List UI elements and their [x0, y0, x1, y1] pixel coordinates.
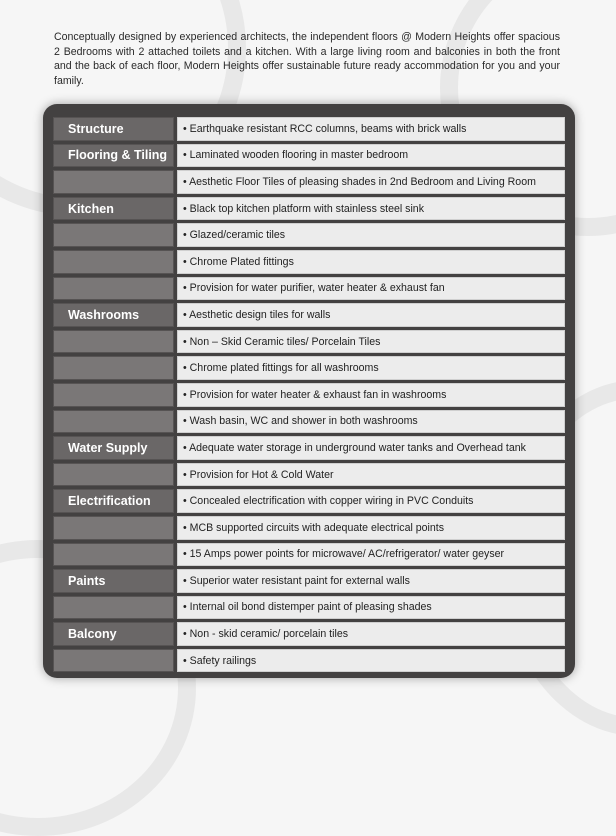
spec-row — [53, 117, 565, 144]
spec-feature: • Internal oil bond distemper paint of pleasing shades — [177, 596, 565, 620]
spec-row — [53, 543, 565, 570]
spec-feature: • Black top kitchen platform with stainless steel sink — [177, 197, 565, 221]
spec-feature: • Glazed/ceramic tiles — [177, 223, 565, 247]
spec-category — [53, 596, 174, 620]
spec-row — [53, 410, 565, 437]
spec-category — [53, 356, 174, 380]
spec-category: Water Supply — [53, 436, 174, 460]
spec-row — [53, 463, 565, 490]
spec-feature: • Non - skid ceramic/ porcelain tiles — [177, 622, 565, 646]
spec-row — [53, 170, 565, 197]
spec-row — [53, 489, 565, 516]
spec-feature: • Provision for Hot & Cold Water — [177, 463, 565, 487]
spec-feature: • 15 Amps power points for microwave/ AC/refrigerator/ water geyser — [177, 543, 565, 567]
spec-category — [53, 277, 174, 301]
spec-category — [53, 250, 174, 274]
spec-category: Electrification — [53, 489, 174, 513]
spec-feature: • Safety railings — [177, 649, 565, 673]
spec-feature: • Provision for water heater & exhaust fan in washrooms — [177, 383, 565, 407]
spec-category — [53, 463, 174, 487]
specifications-table — [53, 117, 565, 675]
spec-category — [53, 223, 174, 247]
spec-row — [53, 250, 565, 277]
spec-row — [53, 649, 565, 676]
spec-category — [53, 649, 174, 673]
spec-row — [53, 356, 565, 383]
spec-row — [53, 596, 565, 623]
spec-category — [53, 330, 174, 354]
spec-feature: • Adequate water storage in underground water tanks and Overhead tank — [177, 436, 565, 460]
spec-feature: • MCB supported circuits with adequate electrical points — [177, 516, 565, 540]
spec-category — [53, 170, 174, 194]
spec-feature: • Aesthetic Floor Tiles of pleasing shades in 2nd Bedroom and Living Room — [177, 170, 565, 194]
spec-category: Kitchen — [53, 197, 174, 221]
spec-category — [53, 383, 174, 407]
spec-feature: • Superior water resistant paint for external walls — [177, 569, 565, 593]
spec-feature: • Non – Skid Ceramic tiles/ Porcelain Tiles — [177, 330, 565, 354]
spec-row — [53, 516, 565, 543]
intro-paragraph: Conceptually designed by experienced architects, the independent floors @ Modern Heights offer spacious 2 Bedrooms with 2 attached toilets and a kitchen. With a large living room and balconies in both the front and the back of each floor, Modern Heights offer sustainable future ready accommodation for you and your family. — [54, 31, 560, 87]
spec-category: Paints — [53, 569, 174, 593]
spec-category: Structure — [53, 117, 174, 141]
spec-category — [53, 543, 174, 567]
spec-row — [53, 569, 565, 596]
spec-category: Flooring & Tiling — [53, 144, 174, 168]
spec-feature: • Concealed electrification with copper wiring in PVC Conduits — [177, 489, 565, 513]
spec-category: Washrooms — [53, 303, 174, 327]
spec-feature: • Laminated wooden flooring in master bedroom — [177, 144, 565, 168]
spec-row — [53, 277, 565, 304]
spec-category: Balcony — [53, 622, 174, 646]
spec-feature: • Earthquake resistant RCC columns, beams with brick walls — [177, 117, 565, 141]
spec-row — [53, 383, 565, 410]
spec-category — [53, 516, 174, 540]
spec-row — [53, 303, 565, 330]
spec-feature: • Wash basin, WC and shower in both washrooms — [177, 410, 565, 434]
spec-row — [53, 197, 565, 224]
spec-row — [53, 330, 565, 357]
spec-row — [53, 622, 565, 649]
spec-row — [53, 223, 565, 250]
spec-feature: • Chrome Plated fittings — [177, 250, 565, 274]
spec-row — [53, 144, 565, 171]
spec-category — [53, 410, 174, 434]
spec-feature: • Chrome plated fittings for all washrooms — [177, 356, 565, 380]
spec-row — [53, 436, 565, 463]
spec-feature: • Aesthetic design tiles for walls — [177, 303, 565, 327]
spec-feature: • Provision for water purifier, water heater & exhaust fan — [177, 277, 565, 301]
